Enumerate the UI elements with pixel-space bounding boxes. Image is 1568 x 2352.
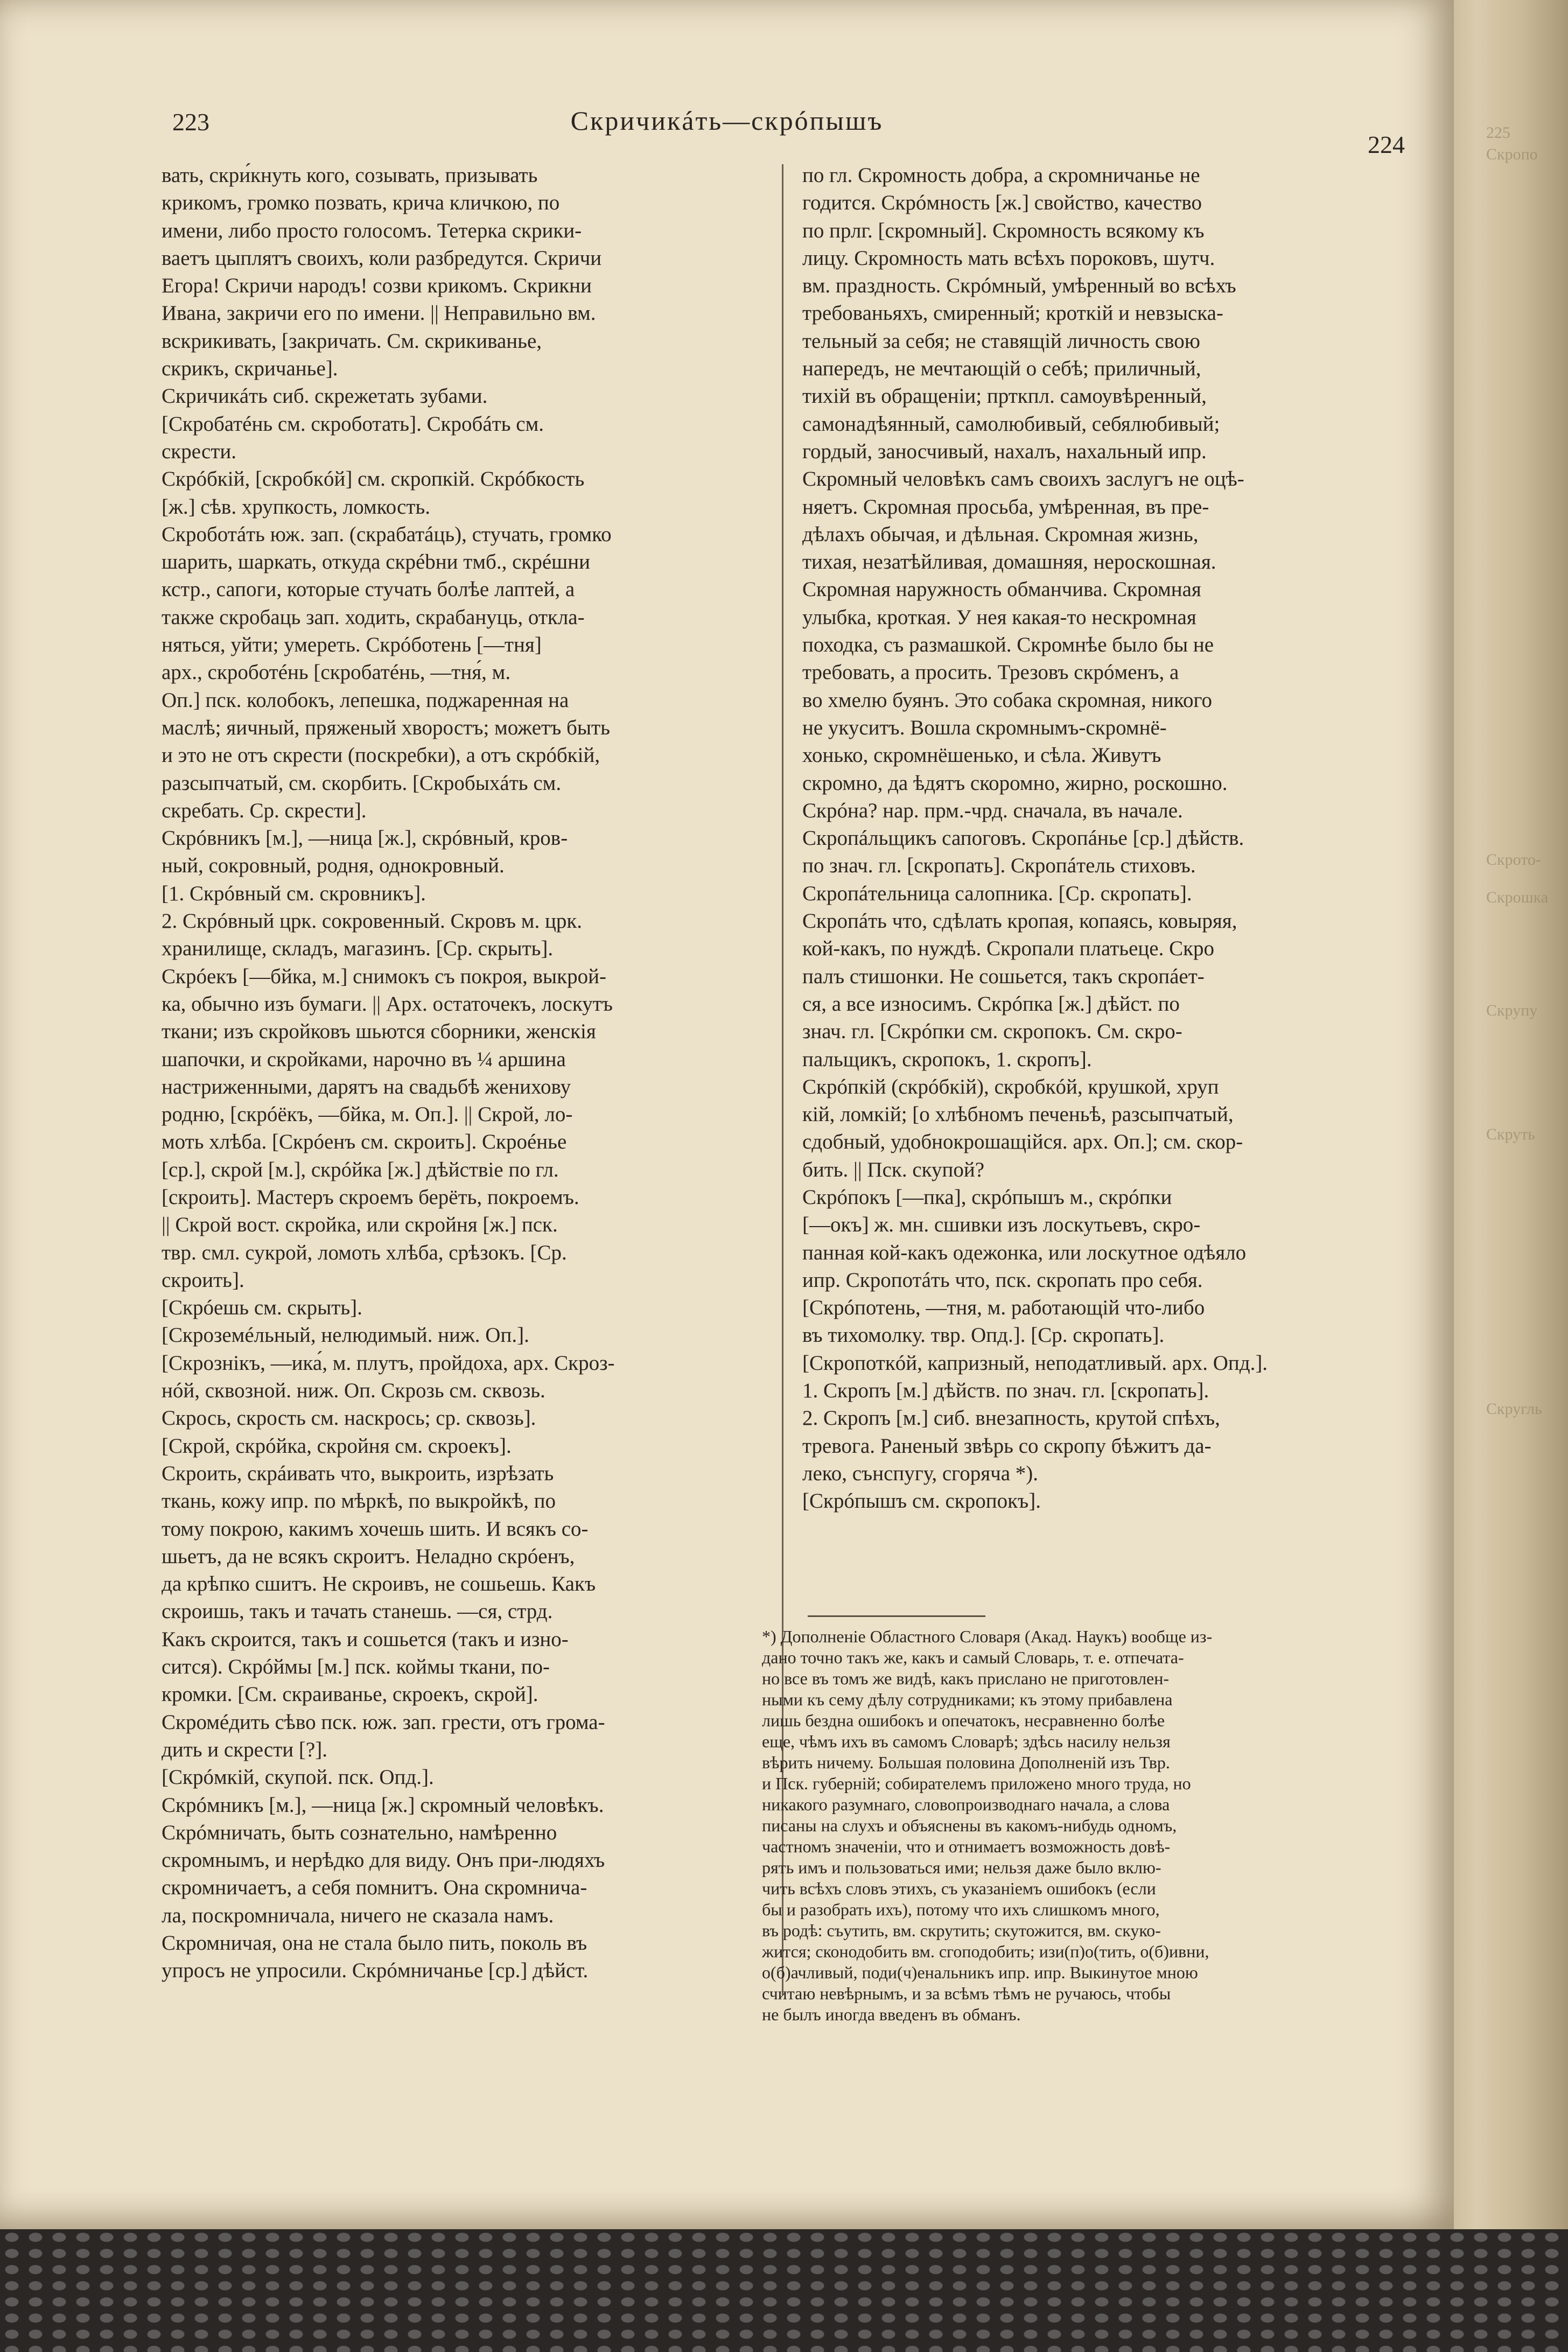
text-line: пальщикъ, скропокъ, 1. скропъ]. (802, 1047, 1092, 1071)
text-line: кій, ломкій; [о хлѣбномъ печеньѣ, разсыпчатый, (802, 1103, 1234, 1126)
footnote-line: ными къ сему дѣлу сотрудниками; къ этому прибавлена (762, 1690, 1173, 1709)
text-line: скромничаетъ, а себя помнитъ. Она скромнича- (162, 1876, 587, 1900)
text-line: ткани; изъ скройковъ шьются сборники, женскія (162, 1020, 596, 1044)
text-line: || Скрой вост. скройка, или скройня [ж.] пск. (162, 1213, 558, 1237)
text-line: требовать, а просить. Трезовъ скрóменъ, а (802, 661, 1179, 684)
text-line: скрести. (162, 439, 237, 463)
next-page-edge (1454, 0, 1568, 2229)
text-line: Скрóвникъ [м.], —ница [ж.], скрóвный, кров- (162, 827, 568, 850)
text-line: [Скроземéльный, нелюдимый. ниж. Оп.]. (162, 1324, 529, 1347)
footnote-line: писаны на слухъ и объяснены въ какомъ-нибудь одномъ, (762, 1816, 1177, 1835)
footnote-line: и Пск. губерній; собирателемъ приложено много труда, но (762, 1774, 1191, 1793)
text-line: скребать. Ср. скрести]. (162, 799, 367, 822)
text-line: хранилище, складъ, магазинъ. [Ср. скрыть]. (162, 937, 554, 961)
footnote-line: лишь бездна ошибокъ и опечатокъ, несравненно болѣе (762, 1711, 1165, 1730)
text-line: разсыпчатый, см. скорбить. [Скробыхáть см. (162, 771, 562, 795)
text-line: [Скропоткóй, капризный, неподатливый. арх. Опд.]. (802, 1351, 1268, 1375)
text-line: Скрóмничать, быть сознательно, намѣренно (162, 1821, 557, 1844)
text-line: самонадѣянный, самолюбивый, себялюбивый; (802, 412, 1220, 436)
text-line: 2. Скрóвный црк. сокровенный. Скровъ м. црк. (162, 909, 583, 933)
right-column (802, 162, 1422, 1515)
footnote-line: *) Дополненіе Областного Словаря (Акад. Наукъ) вообще из- (762, 1627, 1213, 1646)
text-line: знач. гл. [Скрóпки см. скропокъ. См. скро- (802, 1020, 1182, 1044)
text-line: тревога. Раненый звѣрь со скропу бѣжитъ да- (802, 1434, 1212, 1458)
text-line: Егора! Скричи народъ! созви крикомъ. Скрикни (162, 274, 592, 298)
text-line: кромки. [См. скраиванье, скроекъ, скрой]. (162, 1683, 538, 1706)
text-line: [Скрóмкій, скупой. пск. Опд.]. (162, 1766, 434, 1789)
text-line: 1. Скропъ [м.] дѣйств. по знач. гл. [скропать]. (802, 1379, 1209, 1403)
text-line: кой-какъ, по нуждѣ. Скропали платьеце. Скро (802, 937, 1215, 961)
running-head: Скричикáть—скрóпышъ (570, 106, 884, 136)
footnote-line: жится; сконодобить вм. сгоподобить; изи(п)о(тить, о(б)ивни, (762, 1942, 1209, 1961)
edge-fragment: Скрупу (1486, 1002, 1538, 1019)
text-line: 2. Скропъ [м.] сиб. внезапность, крутой спѣхъ, (802, 1406, 1220, 1430)
text-line: Скромный человѣкъ самъ своихъ заслугъ не оцѣ- (802, 467, 1244, 491)
text-line: ся, а все износимъ. Скрóпка [ж.] дѣйст. по (802, 992, 1180, 1016)
text-line: Скропáть что, сдѣлать кропая, копаясь, ковыряя, (802, 909, 1237, 933)
text-line: шапочки, и скройками, нарочно въ ¼ аршина (162, 1047, 566, 1071)
edge-fragment: Скрото- (1486, 851, 1541, 869)
text-line: Скрóпкій (скрóбкій), скробкóй, крушкой, хруп (802, 1075, 1219, 1098)
footnote-rule (808, 1615, 985, 1617)
footnote (762, 1626, 1430, 2025)
edge-fragment: Скруть (1486, 1125, 1535, 1143)
page-number-right: 224 (1368, 131, 1405, 158)
text-line: упросъ не упросили. Скрóмничанье [ср.] дѣйст. (162, 1959, 589, 1983)
text-line: Скрóекъ [—бйка, м.] снимокъ съ покроя, выкрой- (162, 964, 606, 988)
text-line: скромнымъ, и нерѣдко для виду. Онъ при-людяхъ (162, 1849, 605, 1872)
text-line: скроить]. (162, 1268, 244, 1292)
footnote-line: о(б)ачливый, поди(ч)енальникъ ипр. ипр. Выкинутое мною (762, 1963, 1198, 1982)
text-line: вать, скри́кнуть кого, созывать, призывать (162, 164, 538, 187)
page-number-left: 223 (172, 108, 209, 136)
text-line: лицу. Скромность мать всѣхъ пороковъ, шутч. (802, 246, 1215, 270)
text-line: по знач. гл. [скропать]. Скропáтель стиховъ. (802, 854, 1196, 878)
footnote-line: бы и разобрать ихъ), потому что ихъ слишкомъ много, (762, 1900, 1160, 1919)
text-line: нóй, сквозной. ниж. Оп. Скрозь см. сквозь. (162, 1379, 545, 1403)
text-line: панная кой-какъ одежонка, или лоскутное одѣяло (802, 1241, 1247, 1264)
footnote-line: не былъ иногда введенъ въ обманъ. (762, 2005, 1021, 2024)
text-line: да крѣпко сшитъ. Не скроивъ, не сошьешь. Какъ (162, 1572, 596, 1596)
text-line: Скромная наружность обманчива. Скромная (802, 578, 1201, 601)
text-line: требованьяхъ, смиренный; кроткій и невзыска- (802, 302, 1223, 325)
edge-fragment: 225 (1486, 124, 1510, 142)
footnote-line: въ родѣ: съутить, вм. скрутить; скутожится, вм. скуко- (762, 1921, 1161, 1940)
text-line: Скрось, скрость см. наскрось; ср. сквозь]. (162, 1406, 536, 1430)
footnote-line: вѣрить ничему. Большая половина Дополненій изъ Твр. (762, 1753, 1170, 1772)
text-line: вм. праздность. Скрóмный, умѣренный во всѣхъ (802, 274, 1236, 298)
text-line: во хмелю буянъ. Это собака скромная, никого (802, 688, 1213, 712)
text-line: твр. смл. сукрой, ломоть хлѣба, срѣзокъ. [Ср. (162, 1241, 567, 1264)
text-line: также скробаць зап. ходить, скрабануць, откла- (162, 605, 585, 629)
text-line: ткань, кожу ипр. по мѣркѣ, по выкройкѣ, по (162, 1489, 556, 1513)
edge-fragment: Скропо (1486, 145, 1538, 163)
text-line: [Скрой, скрóйка, скройня см. скроекъ]. (162, 1434, 512, 1458)
text-line: [скроить]. Мастеръ скроемъ берёть, покроемъ. (162, 1185, 579, 1209)
text-line: въ тихомолку. твр. Опд.]. [Ср. скропать]. (802, 1324, 1165, 1347)
text-line: няетъ. Скромная просьба, умѣренная, въ пре- (802, 495, 1209, 519)
footnote-line: частномъ значеніи, что и отнимаетъ возможность довѣ- (762, 1837, 1171, 1856)
text-line: [ж.] сѣв. хрупкость, ломкость. (162, 495, 430, 519)
text-line: ваетъ цыплятъ своихъ, коли разбредутся. Скричи (162, 246, 602, 270)
text-line: сдобный, удобнокрошащійся. арх. Оп.]; см. скор- (802, 1130, 1243, 1154)
text-line: [ср.], скрой [м.], скрóйка [ж.] дѣйствіе по гл. (162, 1158, 559, 1181)
text-line: улыбка, кроткая. У нея какая-то нескромная (802, 605, 1196, 629)
text-line: [1. Скрóвный см. скровникъ]. (162, 881, 426, 905)
text-line: тому покрою, какимъ хочешь шить. И всякъ со- (162, 1517, 589, 1541)
text-line: крикомъ, громко позвать, крича кличкою, по (162, 191, 560, 215)
text-line: тихій въ обращеніи; прткпл. самоувѣренный, (802, 384, 1207, 408)
text-line: шарить, шаркать, откуда скрébни тмб., скрéшни (162, 550, 590, 574)
text-line: палъ стишонки. Не сошьется, такъ скропáет- (802, 964, 1205, 988)
text-line: ипр. Скропотáть что, пск. скропать про себя. (802, 1268, 1203, 1292)
text-line: Скроботáть юж. зап. (скрабатáць), стучать, громко (162, 522, 612, 546)
footnote-line: но все въ томъ же видѣ, какъ прислано не приготовлен- (762, 1669, 1170, 1688)
text-line: дить и скрести [?]. (162, 1738, 327, 1761)
text-line: моть хлѣба. [Скрóенъ см. скроить]. Скроéнье (162, 1130, 567, 1154)
text-line: скроишь, такъ и тачать станешь. —ся, стрд. (162, 1600, 553, 1623)
text-line: не укуситъ. Вошла скромнымъ-скромнё- (802, 716, 1167, 739)
text-line: Оп.] пск. колобокъ, лепешка, поджаренная на (162, 688, 569, 712)
text-line: кстр., сапоги, которые стучать болѣе лаптей, а (162, 578, 575, 601)
text-line: [Скрóпотень, —тня, м. работающій что-либо (802, 1296, 1205, 1320)
edge-fragment: Скрошка (1486, 888, 1549, 906)
text-line: скрикъ, скричанье]. (162, 357, 338, 381)
footnote-line: рять имъ и пользоваться ими; нельзя даже было вклю- (762, 1858, 1161, 1877)
text-line: Скричикáть сиб. скрежетать зубами. (162, 384, 488, 408)
text-line: напередъ, не мечтающій о себѣ; приличный, (802, 357, 1201, 381)
text-line: Скромничая, она не стала было пить, поколь въ (162, 1931, 587, 1955)
text-line: настриженными, дарятъ на свадьбѣ женихову (162, 1075, 571, 1098)
text-line: Ивана, закричи его по имени. || Неправильно вм. (162, 302, 596, 325)
text-line: и это не отъ скрести (поскребки), а отъ скрóбкій, (162, 744, 600, 767)
footnote-line: никакого разумнаго, словопроизводнаго начала, а слова (762, 1795, 1170, 1814)
text-line: походка, съ размашкой. Скромнѣе было бы не (802, 633, 1214, 657)
text-line: ка, обычно изъ бумаги. || Арх. остаточекъ, лоскутъ (162, 992, 613, 1016)
text-line: [Скрóешь см. скрыть]. (162, 1296, 362, 1320)
text-line: Скрóпокъ [—пка], скрóпышъ м., скрóпки (802, 1185, 1172, 1209)
text-line: сится). Скрóймы [м.] пск. коймы ткани, по- (162, 1655, 550, 1679)
text-line: шьетъ, да не всякъ скроитъ. Неладно скрóенъ, (162, 1544, 575, 1568)
text-line: бить. || Пск. скупой? (802, 1158, 985, 1181)
text-line: ный, сокровный, родня, однокровный. (162, 854, 505, 878)
text-line: годится. Скрóмность [ж.] свойство, качество (802, 191, 1202, 215)
text-line: имени, либо просто голосомъ. Тетерка скрики- (162, 219, 582, 242)
footnote-line: еще, чѣмъ ихъ въ самомъ Словарѣ; здѣсь насилу нельзя (762, 1732, 1171, 1751)
text-line: [Скрознікъ, —ика́, м. плутъ, пройдоха, арх. Скроз- (162, 1351, 615, 1375)
text-line: [Скробатéнь см. скроботать]. Скробáть см. (162, 412, 544, 436)
text-line: маслѣ; яичный, пряженый хворостъ; можетъ быть (162, 716, 610, 739)
text-line: дѣлахъ обычая, и дѣльная. Скромная жизнь, (802, 522, 1199, 546)
text-line: Скропáльщикъ сапоговъ. Скропáнье [ср.] дѣйств. (802, 827, 1244, 850)
text-line: [—окъ] ж. мн. сшивки изъ лоскутьевъ, скро- (802, 1213, 1201, 1237)
footnote-line: чить всѣхъ словъ этихъ, съ указаніемъ ошибокъ (если (762, 1879, 1156, 1898)
scanner-background (0, 2229, 1568, 2352)
text-line: вскрикивать, [закричать. См. скрикиванье, (162, 329, 542, 353)
text-line: Скропáтельница салопника. [Ср. скропать]. (802, 881, 1192, 905)
text-line: Скрóмникъ [м.], —ница [ж.] скромный человѣкъ. (162, 1793, 604, 1817)
text-line: по прлг. [скромный]. Скромность всякому къ (802, 219, 1205, 242)
edge-fragment: Скругль (1486, 1400, 1542, 1418)
text-line: хонько, скромнёшенько, и сѣла. Живутъ (802, 744, 1161, 767)
text-line: родню, [скрóёкъ, —бйка, м. Оп.]. || Скрой, ло- (162, 1103, 573, 1126)
text-line: Скрóна? нар. прм.-чрд. сначала, въ начале. (802, 799, 1183, 822)
text-line: по гл. Скромность добра, а скромничанье не (802, 164, 1200, 187)
text-line: леко, сънспугу, сгоряча *). (802, 1461, 1039, 1485)
footnote-line: считаю невѣрнымъ, и за всѣмъ тѣмъ не ручаюсь, чтобы (762, 1984, 1171, 2003)
text-line: гордый, заносчивый, нахалъ, нахальный ипр. (802, 439, 1207, 463)
text-line: ла, поскромничала, ничего не сказала намъ. (162, 1903, 554, 1927)
text-line: Скрóбкій, [скробкóй] см. скропкій. Скрóбкость (162, 467, 585, 491)
footnote-line: дано точно такъ же, какъ и самый Словарь, т. е. отпечата- (762, 1648, 1184, 1667)
text-line: Какъ скроится, такъ и сошьется (такъ и изно- (162, 1627, 569, 1651)
text-line: тельный за себя; не ставящій личность свою (802, 329, 1200, 353)
text-line: Скроить, скрáивать что, выкроить, изрѣзать (162, 1461, 554, 1485)
text-line: арх., скроботéнь [скробатéнь, —тня́, м. (162, 661, 511, 684)
text-line: тихая, незатѣйливая, домашняя, нероскошная. (802, 550, 1216, 574)
text-line: няться, уйти; умереть. Скрóботень [—тня] (162, 633, 542, 657)
text-line: [Скрóпышъ см. скропокъ]. (802, 1489, 1041, 1513)
text-line: Скромéдить сѣво пск. юж. зап. грести, отъ грома- (162, 1710, 605, 1734)
left-column (162, 162, 781, 1985)
text-line: скромно, да ѣдятъ скоромно, жирно, роскошно. (802, 771, 1228, 795)
